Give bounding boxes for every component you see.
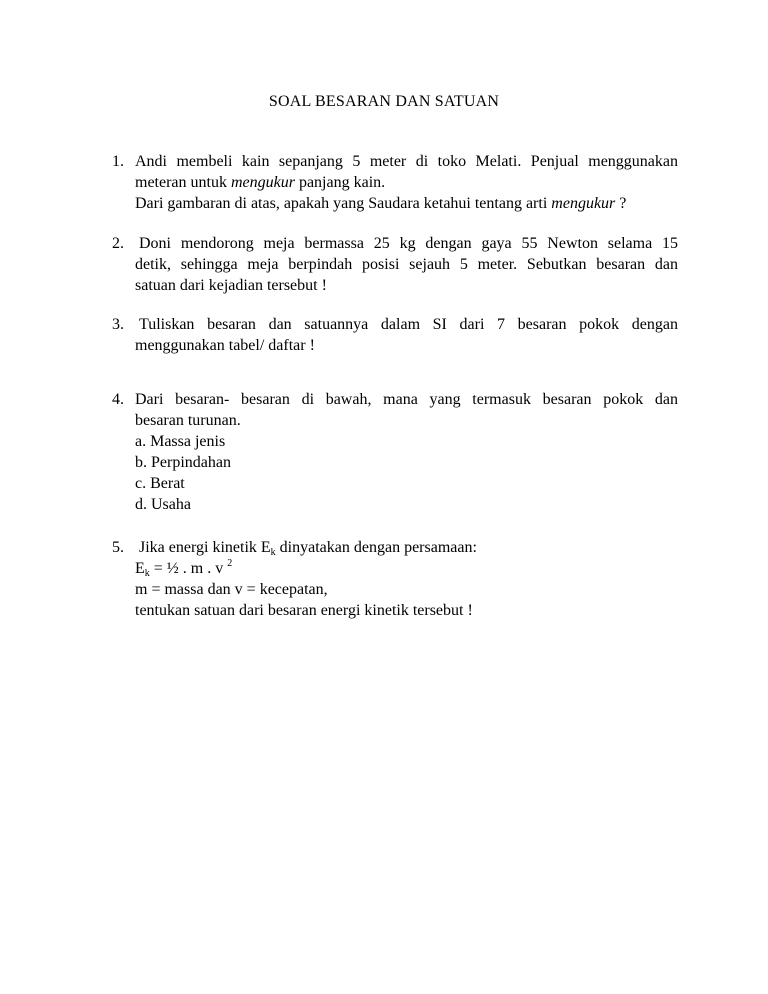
text-span: = ½ . m . v bbox=[149, 560, 228, 577]
text-span: Jika energi kinetik E bbox=[139, 539, 271, 556]
question-body bbox=[139, 314, 678, 335]
question-3 bbox=[112, 314, 678, 356]
question-text-line: menggunakan tabel/ daftar ! bbox=[135, 337, 315, 354]
question-body bbox=[135, 389, 678, 515]
question-text-line: m = massa dan v = kecepatan, bbox=[135, 581, 328, 598]
question-text-line: Dari besaran- besaran di bawah, mana yang termasuk besaran pokok dan bbox=[135, 391, 678, 408]
emphasis-term: mengukur bbox=[230, 174, 295, 191]
option-item: b. Perpindahan bbox=[135, 454, 231, 471]
question-4 bbox=[112, 389, 678, 515]
option-item: d. Usaha bbox=[135, 496, 191, 513]
question-number: 4. bbox=[112, 391, 124, 408]
question-body bbox=[139, 537, 678, 558]
question-text-line: tentukan satuan dari besaran energi kinetik tersebut ! bbox=[135, 602, 473, 619]
question-body-continued bbox=[135, 335, 678, 356]
question-text-line: Doni mendorong meja bermassa 25 kg dengan gaya 55 Newton selama 15 bbox=[139, 235, 678, 252]
text-span: ? bbox=[615, 195, 627, 212]
question-number: 1. bbox=[112, 153, 124, 170]
question-text-line: satuan dari kejadian tersebut ! bbox=[135, 277, 327, 294]
question-text-line bbox=[135, 172, 678, 193]
question-text-line: detik, sehingga meja berpindah posisi sejauh 5 meter. Sebutkan besaran dan bbox=[135, 256, 678, 273]
question-number: 3. bbox=[112, 316, 124, 333]
document-title: SOAL BESARAN DAN SATUAN bbox=[268, 93, 500, 110]
question-text-line bbox=[135, 193, 678, 214]
question-text-line bbox=[139, 537, 678, 558]
question-number: 5. bbox=[112, 539, 124, 556]
text-span: panjang kain. bbox=[294, 174, 386, 191]
text-span: E bbox=[135, 560, 145, 577]
question-5 bbox=[112, 537, 678, 621]
option-item: c. Berat bbox=[135, 475, 185, 492]
equation-line bbox=[135, 558, 678, 579]
emphasis-term: mengukur bbox=[551, 195, 616, 212]
question-text-line: Tuliskan besaran dan satuannya dalam SI dari 7 besaran pokok dengan bbox=[139, 316, 678, 333]
subscript: k bbox=[270, 547, 276, 558]
question-text-line: Andi membeli kain sepanjang 5 meter di toko Melati. Penjual menggunakan bbox=[135, 153, 678, 170]
question-text-line: besaran turunan. bbox=[135, 412, 241, 429]
text-span: dinyatakan dengan persamaan: bbox=[275, 539, 477, 556]
text-span: meteran untuk bbox=[135, 174, 231, 191]
text-span: Dari gambaran di atas, apakah yang Saudara ketahui tentang arti bbox=[135, 195, 552, 212]
option-item: a. Massa jenis bbox=[135, 433, 226, 450]
question-2 bbox=[112, 233, 678, 296]
question-body bbox=[139, 233, 678, 254]
question-body bbox=[135, 151, 678, 214]
question-body-continued bbox=[135, 254, 678, 296]
question-number: 2. bbox=[112, 235, 124, 252]
superscript: 2 bbox=[227, 558, 233, 569]
question-body-continued bbox=[135, 558, 678, 621]
question-1 bbox=[112, 151, 678, 214]
subscript: k bbox=[144, 568, 150, 579]
